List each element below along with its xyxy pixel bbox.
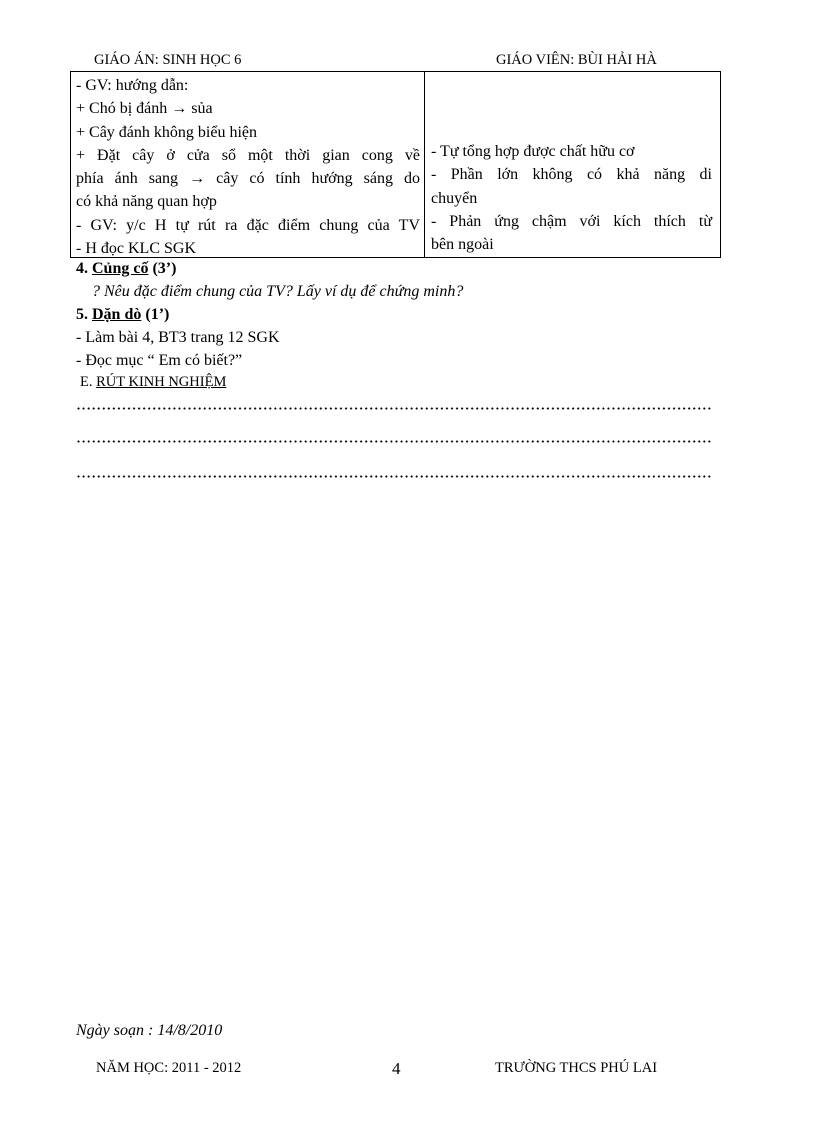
table-line: chuyển xyxy=(431,189,478,207)
section-5-heading xyxy=(76,306,169,324)
header-subject: GIÁO ÁN: SINH HỌC 6 xyxy=(94,52,242,68)
section-number: 5. xyxy=(76,306,88,323)
dotted-line xyxy=(76,440,712,443)
dotted-line xyxy=(76,475,712,478)
section-time: (3’) xyxy=(152,260,177,277)
section-4-heading xyxy=(76,260,176,278)
table-line: + Đặt cây ở cửa sổ một thời gian cong về xyxy=(76,146,420,164)
footer-school: TRƯỜNG THCS PHÚ LAI xyxy=(495,1060,658,1076)
table-line: bên ngoài xyxy=(431,236,494,254)
table-line: + Chó bị đánh → sủa xyxy=(76,100,213,118)
table-line: + Cây đánh không biểu hiện xyxy=(76,123,257,141)
table-line: - Phần lớn không có khả năng di xyxy=(431,166,712,184)
dotted-line xyxy=(76,407,712,410)
section-title: Củng cố xyxy=(92,260,149,277)
table-line: - GV: y/c H tự rút ra đặc điểm chung của TV xyxy=(76,216,420,234)
table-line: - Tự tổng hợp được chất hữu cơ xyxy=(431,143,635,160)
table-line: - Phản ứng chậm với kích thích từ xyxy=(431,212,712,230)
section-title: RÚT KINH NGHIỆM xyxy=(96,374,227,390)
section-prefix: E. xyxy=(80,374,93,390)
page-number: 4 xyxy=(392,1059,401,1078)
footer-school-year: NĂM HỌC: 2011 - 2012 xyxy=(96,1060,242,1076)
student-content-column xyxy=(425,71,720,257)
homework-task: - Làm bài 4, BT3 trang 12 SGK xyxy=(76,329,280,346)
section-title: Dặn dò xyxy=(92,306,142,323)
table-line: có khả năng quan hợp xyxy=(76,193,217,211)
table-line: phía ánh sang → cây có tính hướng sáng do xyxy=(76,170,420,188)
table-line: - H đọc KLC SGK xyxy=(76,240,196,258)
teacher-activity-column xyxy=(71,71,425,257)
section-e-heading xyxy=(80,374,226,391)
header-teacher: GIÁO VIÊN: BÙI HẢI HÀ xyxy=(496,52,657,68)
section-time: (1’) xyxy=(145,306,170,323)
section-number: 4. xyxy=(76,260,88,277)
table-line: - GV: hướng dẫn: xyxy=(76,77,189,94)
activity-table xyxy=(70,71,721,258)
review-question: ? Nêu đặc điểm chung của TV? Lấy ví dụ để chứng minh? xyxy=(92,283,464,300)
homework-task: - Đọc mục “ Em có biết?” xyxy=(76,352,243,369)
preparation-date: Ngày soạn : 14/8/2010 xyxy=(76,1022,223,1039)
